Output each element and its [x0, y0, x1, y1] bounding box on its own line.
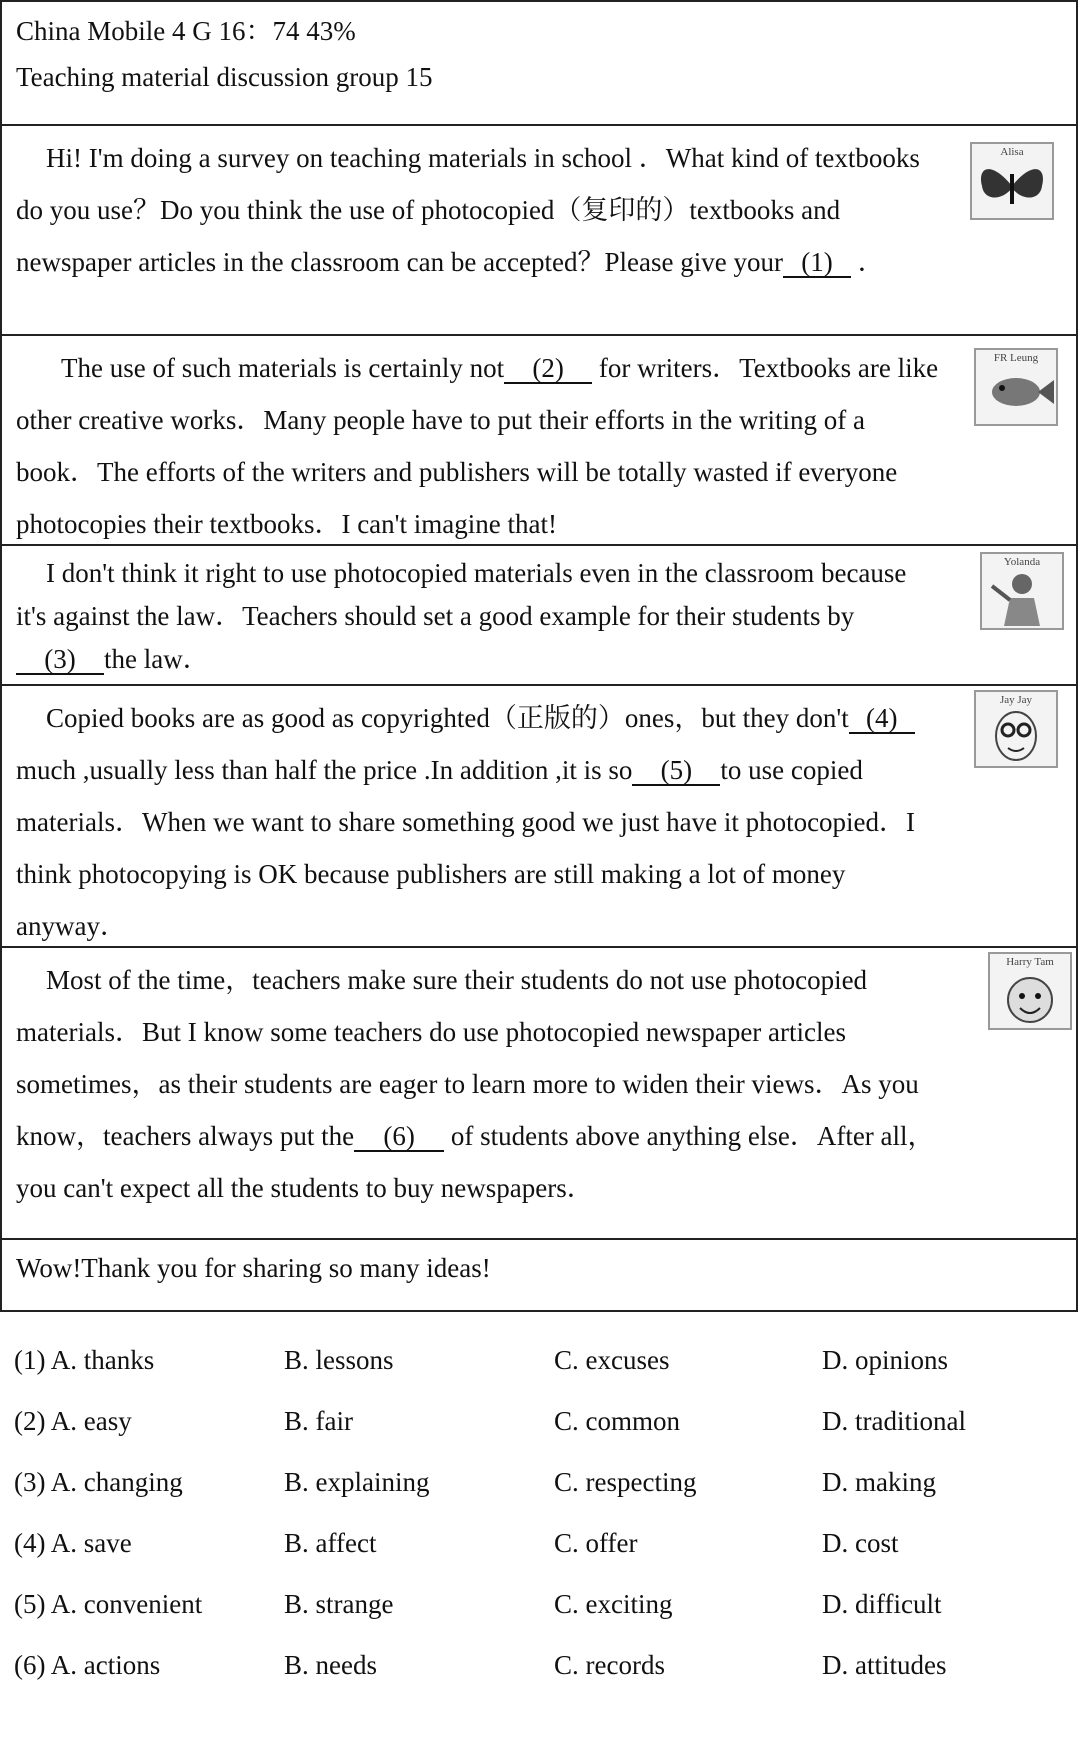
- option[interactable]: (2) A. easy: [14, 1406, 132, 1436]
- baby-face-icon: [990, 966, 1070, 1028]
- message-text: Copied books are as good as copyrighted（正版的）ones，but they don't (4)much ,usually less than half the price .In addition ,it is so (5) to use copied materials．When we want to share something good we just have it photocopied．I think photocopying is OK because publishers are still making a lot of money anyway．: [16, 703, 916, 941]
- option[interactable]: C. exciting: [554, 1589, 673, 1619]
- option[interactable]: B. fair: [284, 1406, 353, 1436]
- option[interactable]: (5) A. convenient: [14, 1589, 203, 1619]
- message-post-2: [2, 336, 1076, 546]
- avatar-alisa[interactable]: Alisa: [970, 142, 1054, 220]
- message-text: I don't think it right to use photocopied materials even in the classroom because it's against the law．Teachers should set a good example for their students by(3) the law．: [16, 558, 907, 674]
- avatar-harry-tam[interactable]: Harry Tam: [988, 952, 1072, 1030]
- option[interactable]: C. excuses: [554, 1345, 670, 1375]
- avatar-yolanda[interactable]: Yolanda: [980, 552, 1064, 630]
- message-post-1: [2, 126, 1076, 336]
- option[interactable]: (1) A. thanks: [14, 1345, 155, 1375]
- message-text: Hi! I'm doing a survey on teaching materials in school ．What kind of textbooks do you use？Do you think the use of photocopied（复印的）textbooks and newspaper articles in the classroom can be accepted？Please give your (1) ．: [16, 143, 920, 277]
- option[interactable]: C. respecting: [554, 1467, 697, 1497]
- avatar-jay-jay[interactable]: Jay Jay: [974, 690, 1058, 768]
- option-row-4: [14, 1528, 1074, 1589]
- option-row-2: [14, 1406, 1074, 1467]
- option[interactable]: D. difficult: [822, 1589, 942, 1619]
- option[interactable]: C. common: [554, 1406, 680, 1436]
- option[interactable]: D. opinions: [822, 1345, 949, 1375]
- blank-3: (3): [16, 646, 104, 675]
- final-message: Wow!Thank you for sharing so many ideas!: [2, 1240, 1076, 1312]
- option[interactable]: B. needs: [284, 1650, 377, 1680]
- status-bar: China Mobile 4 G 16：74 43%: [16, 16, 356, 46]
- option-row-3: [14, 1467, 1074, 1528]
- message-text: The use of such materials is certainly not (2) for writers．Textbooks are like other creative works．Many people have to put their efforts in the writing of a book．The efforts of the writers and publishers will be totally wasted if everyone photocopies their textbooks．I can't imagine that!: [16, 353, 939, 539]
- option[interactable]: D. cost: [822, 1528, 899, 1558]
- option[interactable]: (3) A. changing: [14, 1467, 183, 1497]
- answer-options: [14, 1345, 1074, 1711]
- blank-1: (1): [783, 249, 851, 278]
- blank-4: (4): [849, 705, 915, 734]
- option[interactable]: (6) A. actions: [14, 1650, 161, 1680]
- blank-6: (6): [354, 1123, 444, 1152]
- blank-2: (2): [504, 355, 592, 384]
- option[interactable]: D. traditional: [822, 1406, 966, 1436]
- option[interactable]: B. lessons: [284, 1345, 394, 1375]
- option[interactable]: D. attitudes: [822, 1650, 947, 1680]
- butterfly-icon: [972, 156, 1052, 218]
- glasses-face-icon: [976, 704, 1056, 766]
- option[interactable]: C. records: [554, 1650, 665, 1680]
- option-row-1: [14, 1345, 1074, 1406]
- option-row-6: [14, 1650, 1074, 1711]
- blank-5: (5): [632, 757, 720, 786]
- message-post-4: [2, 686, 1076, 948]
- message-text: Most of the time，teachers make sure their students do not use photocopied materials．But I know some teachers do use photocopied newspaper articles sometimes，as their students are eager to learn more to widen their views．As you know，teachers always put the (6) of students above anything else．After all，you can't expect all the students to buy newspapers．: [16, 965, 935, 1203]
- girl-icon: [982, 566, 1062, 628]
- option[interactable]: C. offer: [554, 1528, 638, 1558]
- option[interactable]: B. affect: [284, 1528, 377, 1558]
- option[interactable]: B. strange: [284, 1589, 394, 1619]
- message-post-5: [2, 948, 1076, 1240]
- message-post-3: [2, 546, 1076, 686]
- chat-header: [2, 2, 1076, 126]
- option[interactable]: D. making: [822, 1467, 936, 1497]
- group-title: Teaching material discussion group 15: [16, 62, 433, 92]
- option-row-5: [14, 1589, 1074, 1650]
- option[interactable]: B. explaining: [284, 1467, 430, 1497]
- avatar-fr-leung[interactable]: FR Leung: [974, 348, 1058, 426]
- option[interactable]: (4) A. save: [14, 1528, 132, 1558]
- fish-icon: [976, 362, 1056, 424]
